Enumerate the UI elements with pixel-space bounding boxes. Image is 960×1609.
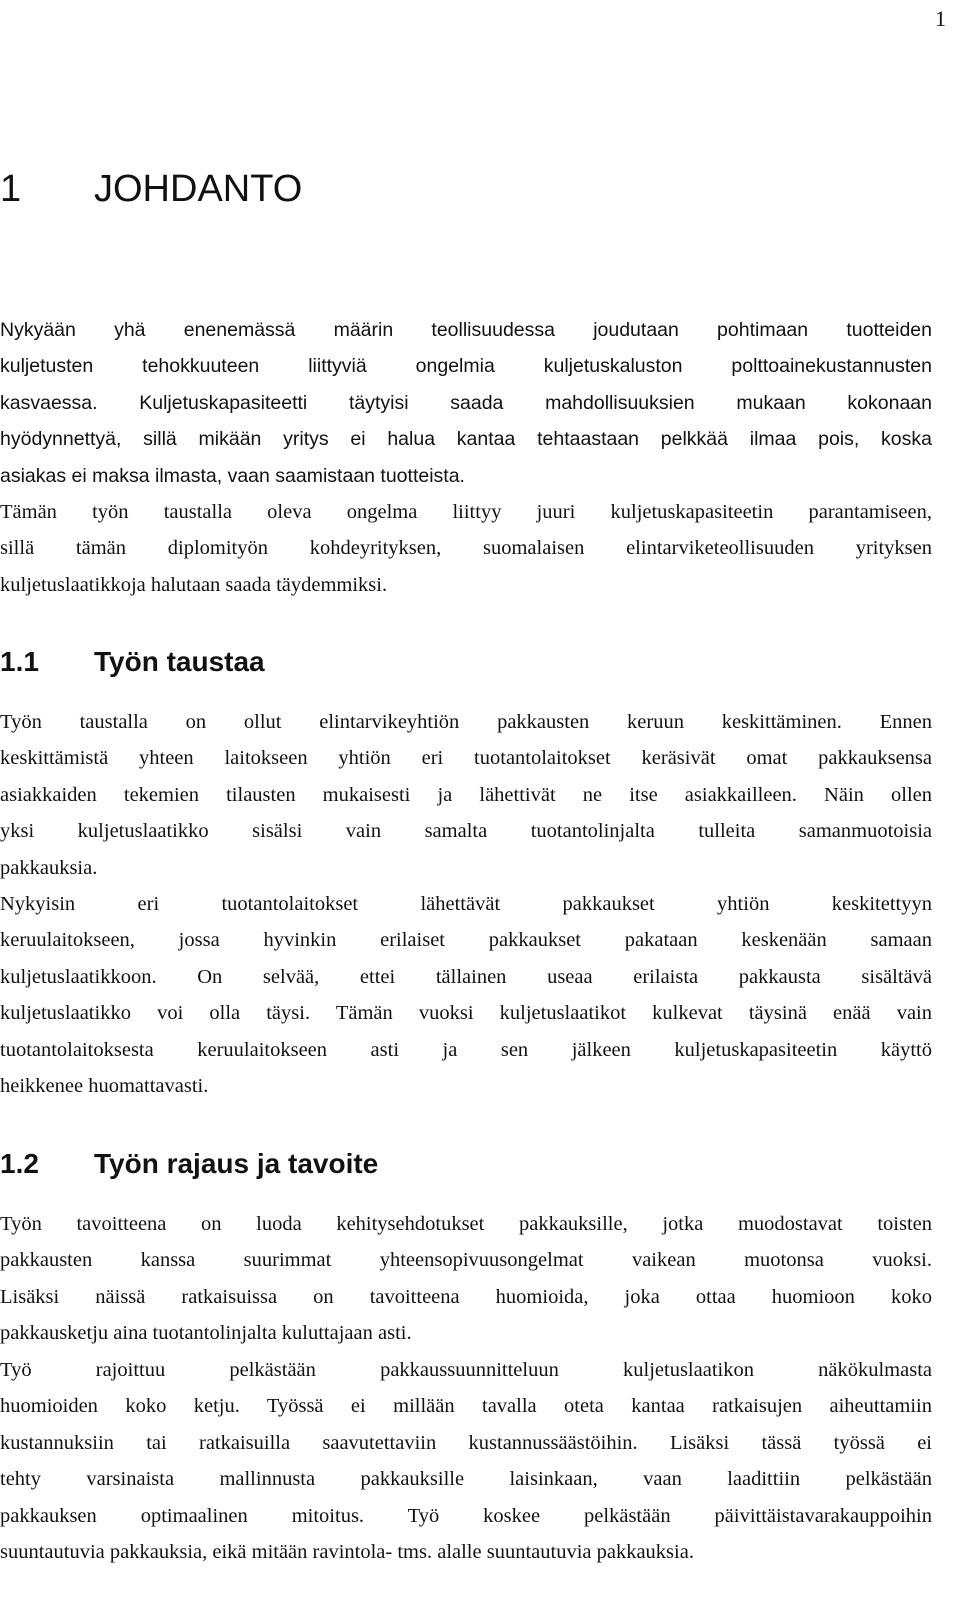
section-heading-1-2 xyxy=(0,1147,378,1181)
text-line: hyödynnettyä, sillä mikään yritys ei halua kantaa tehtaastaan pelkkää ilmaa pois, koska xyxy=(0,428,932,451)
text-line: pakkauksen optimaalinen mitoitus. Työ koskee pelkästään päivittäistavarakauppoihin xyxy=(0,1504,932,1527)
chapter-title: JOHDANTO xyxy=(94,168,303,210)
text-line: Tämän työn taustalla oleva ongelma liittyy juuri kuljetuskapasiteetin parantamiseen, xyxy=(0,501,932,523)
text-line: pakkausketju aina tuotantolinjalta kuluttajaan asti. xyxy=(0,1322,412,1345)
text-line: keruulaitokseen, jossa hyvinkin erilaiset pakkaukset pakataan keskenään samaan xyxy=(0,929,932,952)
text-line: heikkenee huomattavasti. xyxy=(0,1074,209,1097)
text-line: kuljetuslaatikkoja halutaan saada täydemmiksi. xyxy=(0,573,388,596)
section-1-2-paragraph-1 xyxy=(0,1206,932,1352)
section-1-1-paragraph-1 xyxy=(0,704,932,886)
text-line: asiakas ei maksa ilmasta, vaan saamistaan tuotteista. xyxy=(0,464,465,487)
text-line: kuljetuslaatikko voi olla täysi. Tämän vuoksi kuljetuslaatikot kulkevat täysinä enää vain xyxy=(0,1002,932,1025)
text-line: Työ rajoittuu pelkästään pakkaussuunnitteluun kuljetuslaatikon näkökulmasta xyxy=(0,1359,932,1381)
chapter-number: 1 xyxy=(0,168,22,210)
text-line: Työn tavoitteena on luoda kehitysehdotukset pakkauksille, jotka muodostavat toisten xyxy=(0,1213,932,1235)
text-line: kuljetusten tehokkuuteen liittyviä ongelmia kuljetuskaluston polttoainekustannusten xyxy=(0,355,932,378)
intro-paragraph-1 xyxy=(0,312,932,494)
intro-paragraph-2 xyxy=(0,494,932,603)
chapter-heading xyxy=(0,166,302,212)
text-line: sillä tämän diplomityön kohdeyrityksen, suomalaisen elintarviketeollisuuden yrityksen xyxy=(0,537,932,560)
text-line: pakkauksia. xyxy=(0,856,98,879)
text-line: Työn taustalla on ollut elintarvikeyhtiön pakkausten keruun keskittäminen. Ennen xyxy=(0,711,932,733)
text-line: Nykyään yhä enenemässä määrin teollisuudessa joudutaan pohtimaan tuotteiden xyxy=(0,319,932,341)
text-line: Nykyisin eri tuotantolaitokset lähettävät pakkaukset yhtiön keskitettyyn xyxy=(0,893,932,915)
text-line: keskittämistä yhteen laitokseen yhtiön eri tuotantolaitokset keräsivät omat pakkauksensa xyxy=(0,747,932,770)
text-line: suuntautuvia pakkauksia, eikä mitään ravintola- tms. alalle suuntautuvia pakkauksia. xyxy=(0,1540,694,1563)
text-line: kuljetuslaatikkoon. On selvää, ettei tällainen useaa erilaista pakkausta sisältävä xyxy=(0,965,932,988)
section-1-1-paragraph-2 xyxy=(0,886,932,1104)
section-title: Työn rajaus ja tavoite xyxy=(94,1148,379,1179)
section-number: 1.2 xyxy=(0,1148,39,1179)
section-heading-1-1 xyxy=(0,645,265,679)
text-line: huomioiden koko ketju. Työssä ei millään tavalla oteta kantaa ratkaisujen aiheuttamiin xyxy=(0,1395,932,1418)
section-number: 1.1 xyxy=(0,646,39,677)
text-line: Lisäksi näissä ratkaisuissa on tavoitteena huomioida, joka ottaa huomioon koko xyxy=(0,1285,932,1308)
text-line: tuotantolaitoksesta keruulaitokseen asti ja sen jälkeen kuljetuskapasiteetin käyttö xyxy=(0,1038,932,1061)
text-line: pakkausten kanssa suurimmat yhteensopivuusongelmat vaikean muotonsa vuoksi. xyxy=(0,1249,932,1272)
section-title: Työn taustaa xyxy=(94,646,265,677)
text-line: asiakkaiden tekemien tilausten mukaisesti ja lähettivät ne itse asiakkailleen. Näin ollen xyxy=(0,783,932,806)
text-line: yksi kuljetuslaatikko sisälsi vain samalta tuotantolinjalta tulleita samanmuotoisia xyxy=(0,820,932,843)
text-line: kasvaessa. Kuljetuskapasiteetti täytyisi saada mahdollisuuksien mukaan kokonaan xyxy=(0,391,932,414)
section-1-2-paragraph-2 xyxy=(0,1352,932,1570)
text-line: tehty varsinaista mallinnusta pakkauksille laisinkaan, vaan laadittiin pelkästään xyxy=(0,1468,932,1491)
text-line: kustannuksiin tai ratkaisuilla saavutettaviin kustannussäästöihin. Lisäksi tässä työssä ei xyxy=(0,1431,932,1454)
page-number: 1 xyxy=(935,6,946,31)
